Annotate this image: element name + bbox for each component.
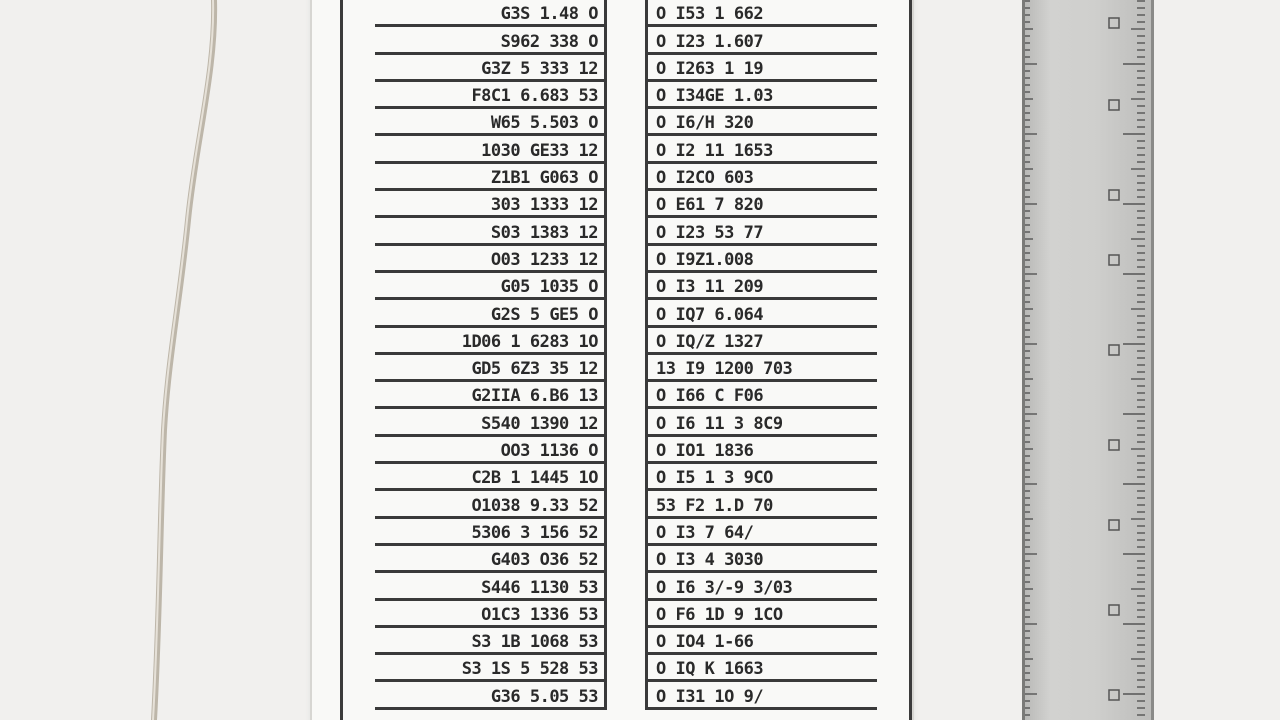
table-row — [645, 573, 877, 600]
table-row — [375, 164, 607, 191]
row-value: G2S 5 GE5 O — [490, 304, 598, 325]
row-value: 1D06 1 6283 1O — [461, 331, 598, 352]
table-row — [645, 300, 877, 327]
table-row — [645, 27, 877, 54]
table-row — [375, 55, 607, 82]
row-value: O I53 1 662 — [656, 4, 764, 25]
row-value: C2B 1 1445 1O — [471, 468, 598, 489]
table-row — [375, 300, 607, 327]
table-row — [375, 382, 607, 409]
table-row — [645, 82, 877, 109]
row-value: O IQ7 6.064 — [656, 304, 764, 325]
left-number-column — [375, 0, 607, 710]
row-value: W65 5.503 O — [490, 113, 598, 134]
ruler-marking — [1109, 345, 1119, 355]
row-value: O I34GE 1.03 — [656, 86, 773, 107]
table-row — [375, 273, 607, 300]
row-value: O I31 1O 9/ — [656, 686, 764, 707]
row-value: OO3 1136 O — [500, 441, 598, 462]
table-row — [645, 519, 877, 546]
table-row — [645, 109, 877, 136]
table-row — [645, 164, 877, 191]
table-row — [375, 218, 607, 245]
table-row — [375, 628, 607, 655]
table-row — [645, 218, 877, 245]
row-value: O I23 53 77 — [656, 222, 764, 243]
table-row — [645, 355, 877, 382]
row-value: 53 F2 1.D 70 — [656, 495, 773, 516]
table-row — [375, 82, 607, 109]
table-row — [375, 655, 607, 682]
row-value: O E61 7 820 — [656, 195, 764, 216]
row-value: S962 338 O — [500, 31, 598, 52]
row-value: O F6 1D 9 1CO — [656, 604, 783, 625]
row-value: O IO1 1836 — [656, 441, 754, 462]
row-value: G3S 1.48 O — [500, 4, 598, 25]
table-row — [645, 273, 877, 300]
row-value: S540 1390 12 — [481, 413, 598, 434]
table-row — [645, 0, 877, 27]
row-value: O03 1233 12 — [490, 249, 598, 270]
ruler-marking — [1109, 100, 1119, 110]
table-row — [645, 328, 877, 355]
table-row — [645, 601, 877, 628]
table-row — [375, 191, 607, 218]
row-value: O I6/H 320 — [656, 113, 754, 134]
row-value: S3 1S 5 528 53 — [461, 659, 598, 680]
table-row — [375, 464, 607, 491]
table-row — [375, 601, 607, 628]
row-value: 1030 GE33 12 — [481, 140, 598, 161]
ruler-marking — [1109, 440, 1119, 450]
row-value: O I2CO 603 — [656, 168, 754, 189]
table-row — [645, 655, 877, 682]
table-row — [645, 546, 877, 573]
row-value: Z1B1 G063 O — [490, 168, 598, 189]
metal-ruler — [1022, 0, 1154, 720]
table-row — [375, 491, 607, 518]
table-row — [645, 628, 877, 655]
ruler-marking — [1109, 190, 1119, 200]
row-value: S3 1B 1068 53 — [471, 632, 598, 653]
table-row — [645, 191, 877, 218]
table-row — [645, 382, 877, 409]
row-value: O I66 C F06 — [656, 386, 764, 407]
row-value: O I3 4 3030 — [656, 550, 764, 571]
row-value: O1038 9.33 52 — [471, 495, 598, 516]
ruler-marking — [1109, 690, 1119, 700]
row-value: G3Z 5 333 12 — [481, 58, 598, 79]
row-value: 13 I9 1200 703 — [656, 359, 793, 380]
cable — [0, 0, 260, 720]
table-row — [375, 519, 607, 546]
printed-sheet — [310, 0, 914, 720]
table-row — [375, 246, 607, 273]
ruler-marking — [1109, 520, 1119, 530]
right-number-column — [645, 0, 877, 710]
row-value: O IO4 1-66 — [656, 632, 754, 653]
table-row — [375, 27, 607, 54]
ruler-marking — [1109, 18, 1119, 28]
table-row — [375, 0, 607, 27]
row-value: G36 5.05 53 — [490, 686, 598, 707]
row-value: O I3 11 209 — [656, 277, 764, 298]
row-value: O I2 11 1653 — [656, 140, 773, 161]
table-row — [375, 546, 607, 573]
table-row — [375, 573, 607, 600]
ruler-ticks — [1025, 0, 1145, 720]
row-value: O I23 1.607 — [656, 31, 764, 52]
row-value: O I6 11 3 8C9 — [656, 413, 783, 434]
row-value: O1C3 1336 53 — [481, 604, 598, 625]
row-value: G05 1035 O — [500, 277, 598, 298]
right-rows — [645, 0, 877, 710]
row-value: O I9Z1.008 — [656, 249, 754, 270]
ruler-marking — [1109, 255, 1119, 265]
ruler-marking — [1109, 605, 1119, 615]
row-value: O IQ/Z 1327 — [656, 331, 764, 352]
table-row — [645, 464, 877, 491]
table-row — [645, 55, 877, 82]
row-value: O I6 3/-9 3/03 — [656, 577, 793, 598]
row-value: G2IIA 6.B6 13 — [471, 386, 598, 407]
table-row — [375, 437, 607, 464]
table-row — [645, 409, 877, 436]
row-value: S03 1383 12 — [490, 222, 598, 243]
row-value: F8C1 6.683 53 — [471, 86, 598, 107]
row-value: O I3 7 64/ — [656, 522, 754, 543]
table-row — [645, 246, 877, 273]
table-row — [375, 409, 607, 436]
left-rows — [375, 0, 607, 710]
table-row — [645, 682, 877, 709]
row-value: GD5 6Z3 35 12 — [471, 359, 598, 380]
row-value: G403 O36 52 — [490, 550, 598, 571]
table-row — [375, 328, 607, 355]
table-row — [645, 491, 877, 518]
row-value: O I263 1 19 — [656, 58, 764, 79]
table-row — [375, 355, 607, 382]
row-value: S446 1130 53 — [481, 577, 598, 598]
row-value: 303 1333 12 — [490, 195, 598, 216]
table-row — [375, 682, 607, 709]
row-value: O I5 1 3 9CO — [656, 468, 773, 489]
table-row — [375, 109, 607, 136]
table-row — [645, 136, 877, 163]
row-value: 5306 3 156 52 — [471, 522, 598, 543]
table-row — [645, 437, 877, 464]
row-value: O IQ K 1663 — [656, 659, 764, 680]
table-row — [375, 136, 607, 163]
